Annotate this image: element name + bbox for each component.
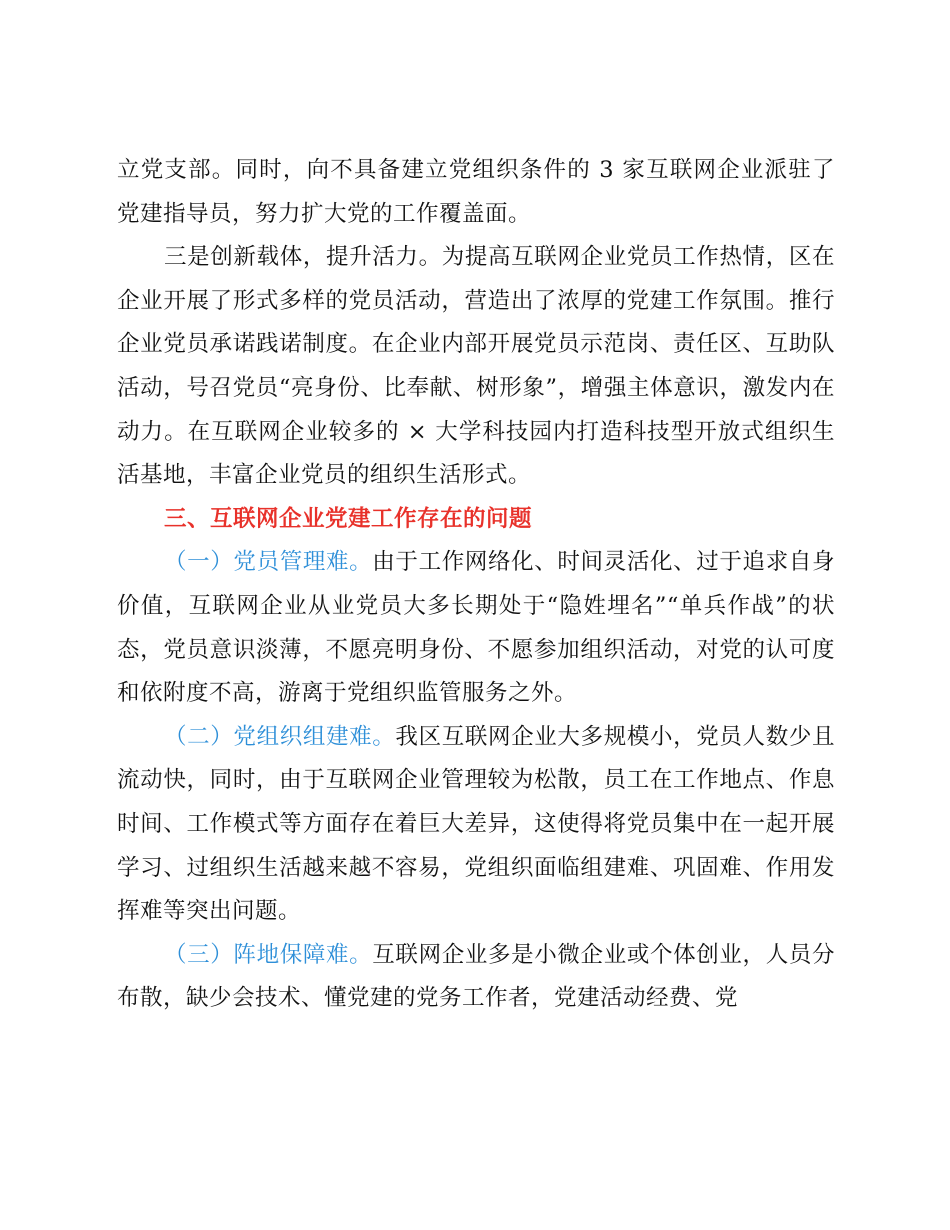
section-heading-problems: 三、互联网企业党建工作存在的问题 bbox=[164, 505, 533, 532]
subheading-member-management: （一）党员管理难。 bbox=[164, 549, 373, 576]
paragraph-organization-building bbox=[117, 716, 835, 934]
paragraph-member-management bbox=[117, 541, 835, 715]
subheading-venue-support: （三）阵地保障难。 bbox=[164, 941, 373, 968]
paragraph-venue-support-body: 互联网企业多是小微企业或个体创业，人员分布散，缺少会技术、懂党建的党务工作者，党建活动经费、党 bbox=[117, 941, 835, 1012]
paragraph-continuation: 立党支部。同时，向不具备建立党组织条件的 3 家互联网企业派驻了党建指导员，努力扩大党的工作覆盖面。 bbox=[117, 157, 835, 227]
paragraph-venue-support bbox=[117, 934, 835, 1021]
paragraph-member-management-body: 由于工作网络化、时间灵活化、过于追求自身价值，互联网企业从业党员大多长期处于“隐姓埋名”“单兵作战”的状态，党员意识淡薄，不愿亮明身份、不愿参加组织活动，对党的认可度和依附度不高，游离于党组织监管服务之外。 bbox=[117, 549, 835, 707]
subheading-organization-building: （二）党组织组建难。 bbox=[164, 723, 396, 750]
document-page bbox=[117, 149, 835, 1021]
paragraph-organization-building-body: 我区互联网企业大多规模小，党员人数少且流动快，同时，由于互联网企业管理较为松散，员工在工作地点、作息时间、工作模式等方面存在着巨大差异，这使得将党员集中在一起开展学习、过组织生活越来越不容易，党组织面临组建难、巩固难、作用发挥难等突出问题。 bbox=[117, 723, 835, 925]
paragraph-innovation: 三是创新载体，提升活力。为提高互联网企业党员工作热情，区在企业开展了形式多样的党员活动，营造出了浓厚的党建工作氛围。推行企业党员承诺践诺制度。在企业内部开展党员示范岗、责任区、互助队活动，号召党员“亮身份、比奉献、树形象”，增强主体意识，激发内在动力。在互联网企业较多的 × 大学科技园内打造科技型开放式组织生活基地，丰富企业党员的组织生活形式。 bbox=[117, 244, 835, 489]
